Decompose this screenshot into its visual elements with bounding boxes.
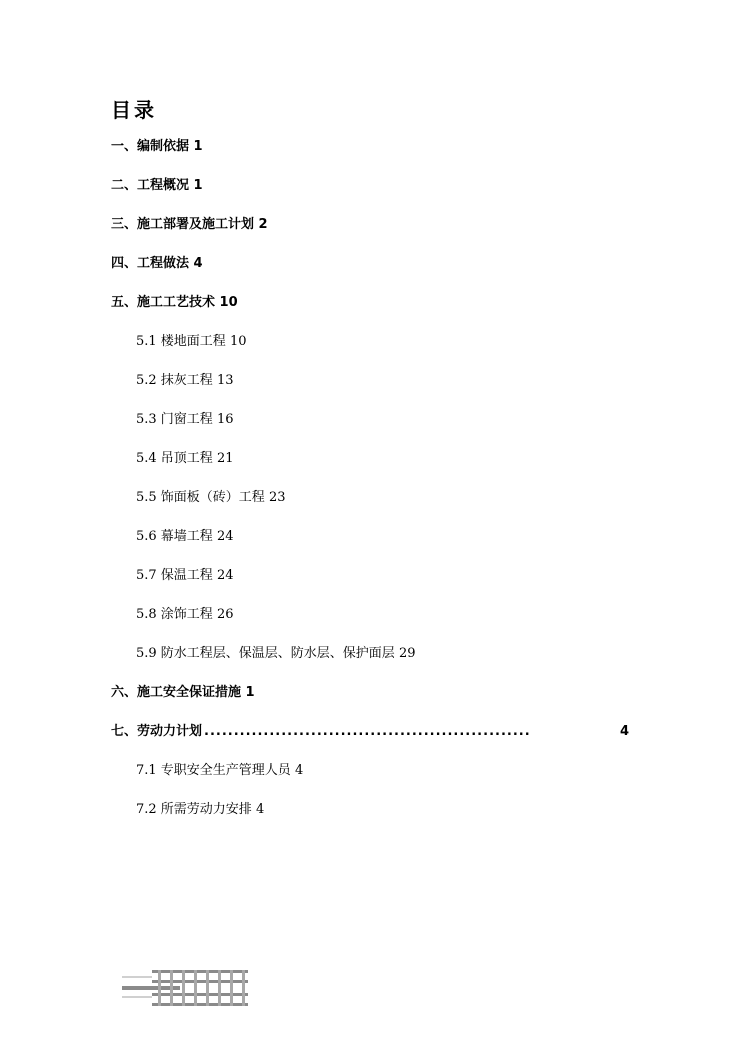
toc-entry-5-7[interactable] [136,568,234,584]
toc-entry-text: 七、劳动力计划 [111,724,203,739]
toc-entry-5-3[interactable] [136,412,234,428]
toc-dot-leader: ....................................................... [204,724,531,739]
toc-entry-page: 4 [619,724,629,739]
toc-entry-text: 三、施工部署及施工计划 [111,217,255,232]
toc-entry-page: 1 [245,685,255,700]
toc-entry-page: 16 [216,412,234,427]
toc-entry-text: 5.3 门窗工程 [136,412,213,427]
toc-entry-1[interactable] [111,139,203,155]
toc-entry-page: 10 [229,334,247,349]
toc-entry-text: 一、编制依据 [111,139,190,154]
toc-entry-page: 1 [193,139,203,154]
toc-entry-6[interactable] [111,685,255,701]
toc-entry-5-5[interactable] [136,490,286,506]
toc-entry-4[interactable] [111,256,203,272]
toc-entry-text: 5.7 保温工程 [136,568,213,583]
toc-title: 目录 [111,98,157,122]
toc-entry-2[interactable] [111,178,203,194]
toc-entry-text: 六、施工安全保证措施 [111,685,242,700]
toc-entry-text: 5.6 幕墙工程 [136,529,213,544]
toc-entry-7[interactable] [111,724,629,740]
toc-entry-5-8[interactable] [136,607,234,623]
toc-entry-page: 1 [193,178,203,193]
toc-entry-3[interactable] [111,217,268,233]
toc-entry-page: 10 [219,295,238,310]
toc-entry-5-6[interactable] [136,529,234,545]
toc-entry-page: 2 [258,217,268,232]
toc-entry-page: 24 [216,529,234,544]
watermark-logo [122,968,248,1008]
toc-entry-text: 5.2 抹灰工程 [136,373,213,388]
toc-entry-text: 五、施工工艺技术 [111,295,216,310]
toc-entry-page: 4 [255,802,265,817]
toc-entry-text: 四、工程做法 [111,256,190,271]
toc-entry-7-1[interactable] [136,763,303,779]
toc-entry-text: 5.9 防水工程层、保温层、防水层、保护面层 [136,646,395,661]
toc-entry-page: 29 [398,646,416,661]
toc-entry-page: 24 [216,568,234,583]
toc-entry-text: 5.5 饰面板（砖）工程 [136,490,265,505]
toc-entry-text: 二、工程概况 [111,178,190,193]
toc-entry-5-1[interactable] [136,334,247,350]
toc-entry-page: 23 [268,490,286,505]
toc-entry-7-2[interactable] [136,802,264,818]
toc-entry-text: 7.2 所需劳动力安排 [136,802,252,817]
toc-entry-5[interactable] [111,295,238,311]
toc-entry-page: 4 [193,256,203,271]
toc-entry-text: 5.1 楼地面工程 [136,334,226,349]
toc-entry-5-4[interactable] [136,451,234,467]
toc-entry-page: 13 [216,373,234,388]
toc-entry-text: 5.4 吊顶工程 [136,451,213,466]
toc-entry-page: 4 [294,763,304,778]
toc-entry-text: 5.8 涂饰工程 [136,607,213,622]
toc-entry-5-9[interactable] [136,646,416,662]
toc-entry-page: 26 [216,607,234,622]
toc-entry-5-2[interactable] [136,373,234,389]
toc-entry-page: 21 [216,451,234,466]
toc-entry-text: 7.1 专职安全生产管理人员 [136,763,291,778]
